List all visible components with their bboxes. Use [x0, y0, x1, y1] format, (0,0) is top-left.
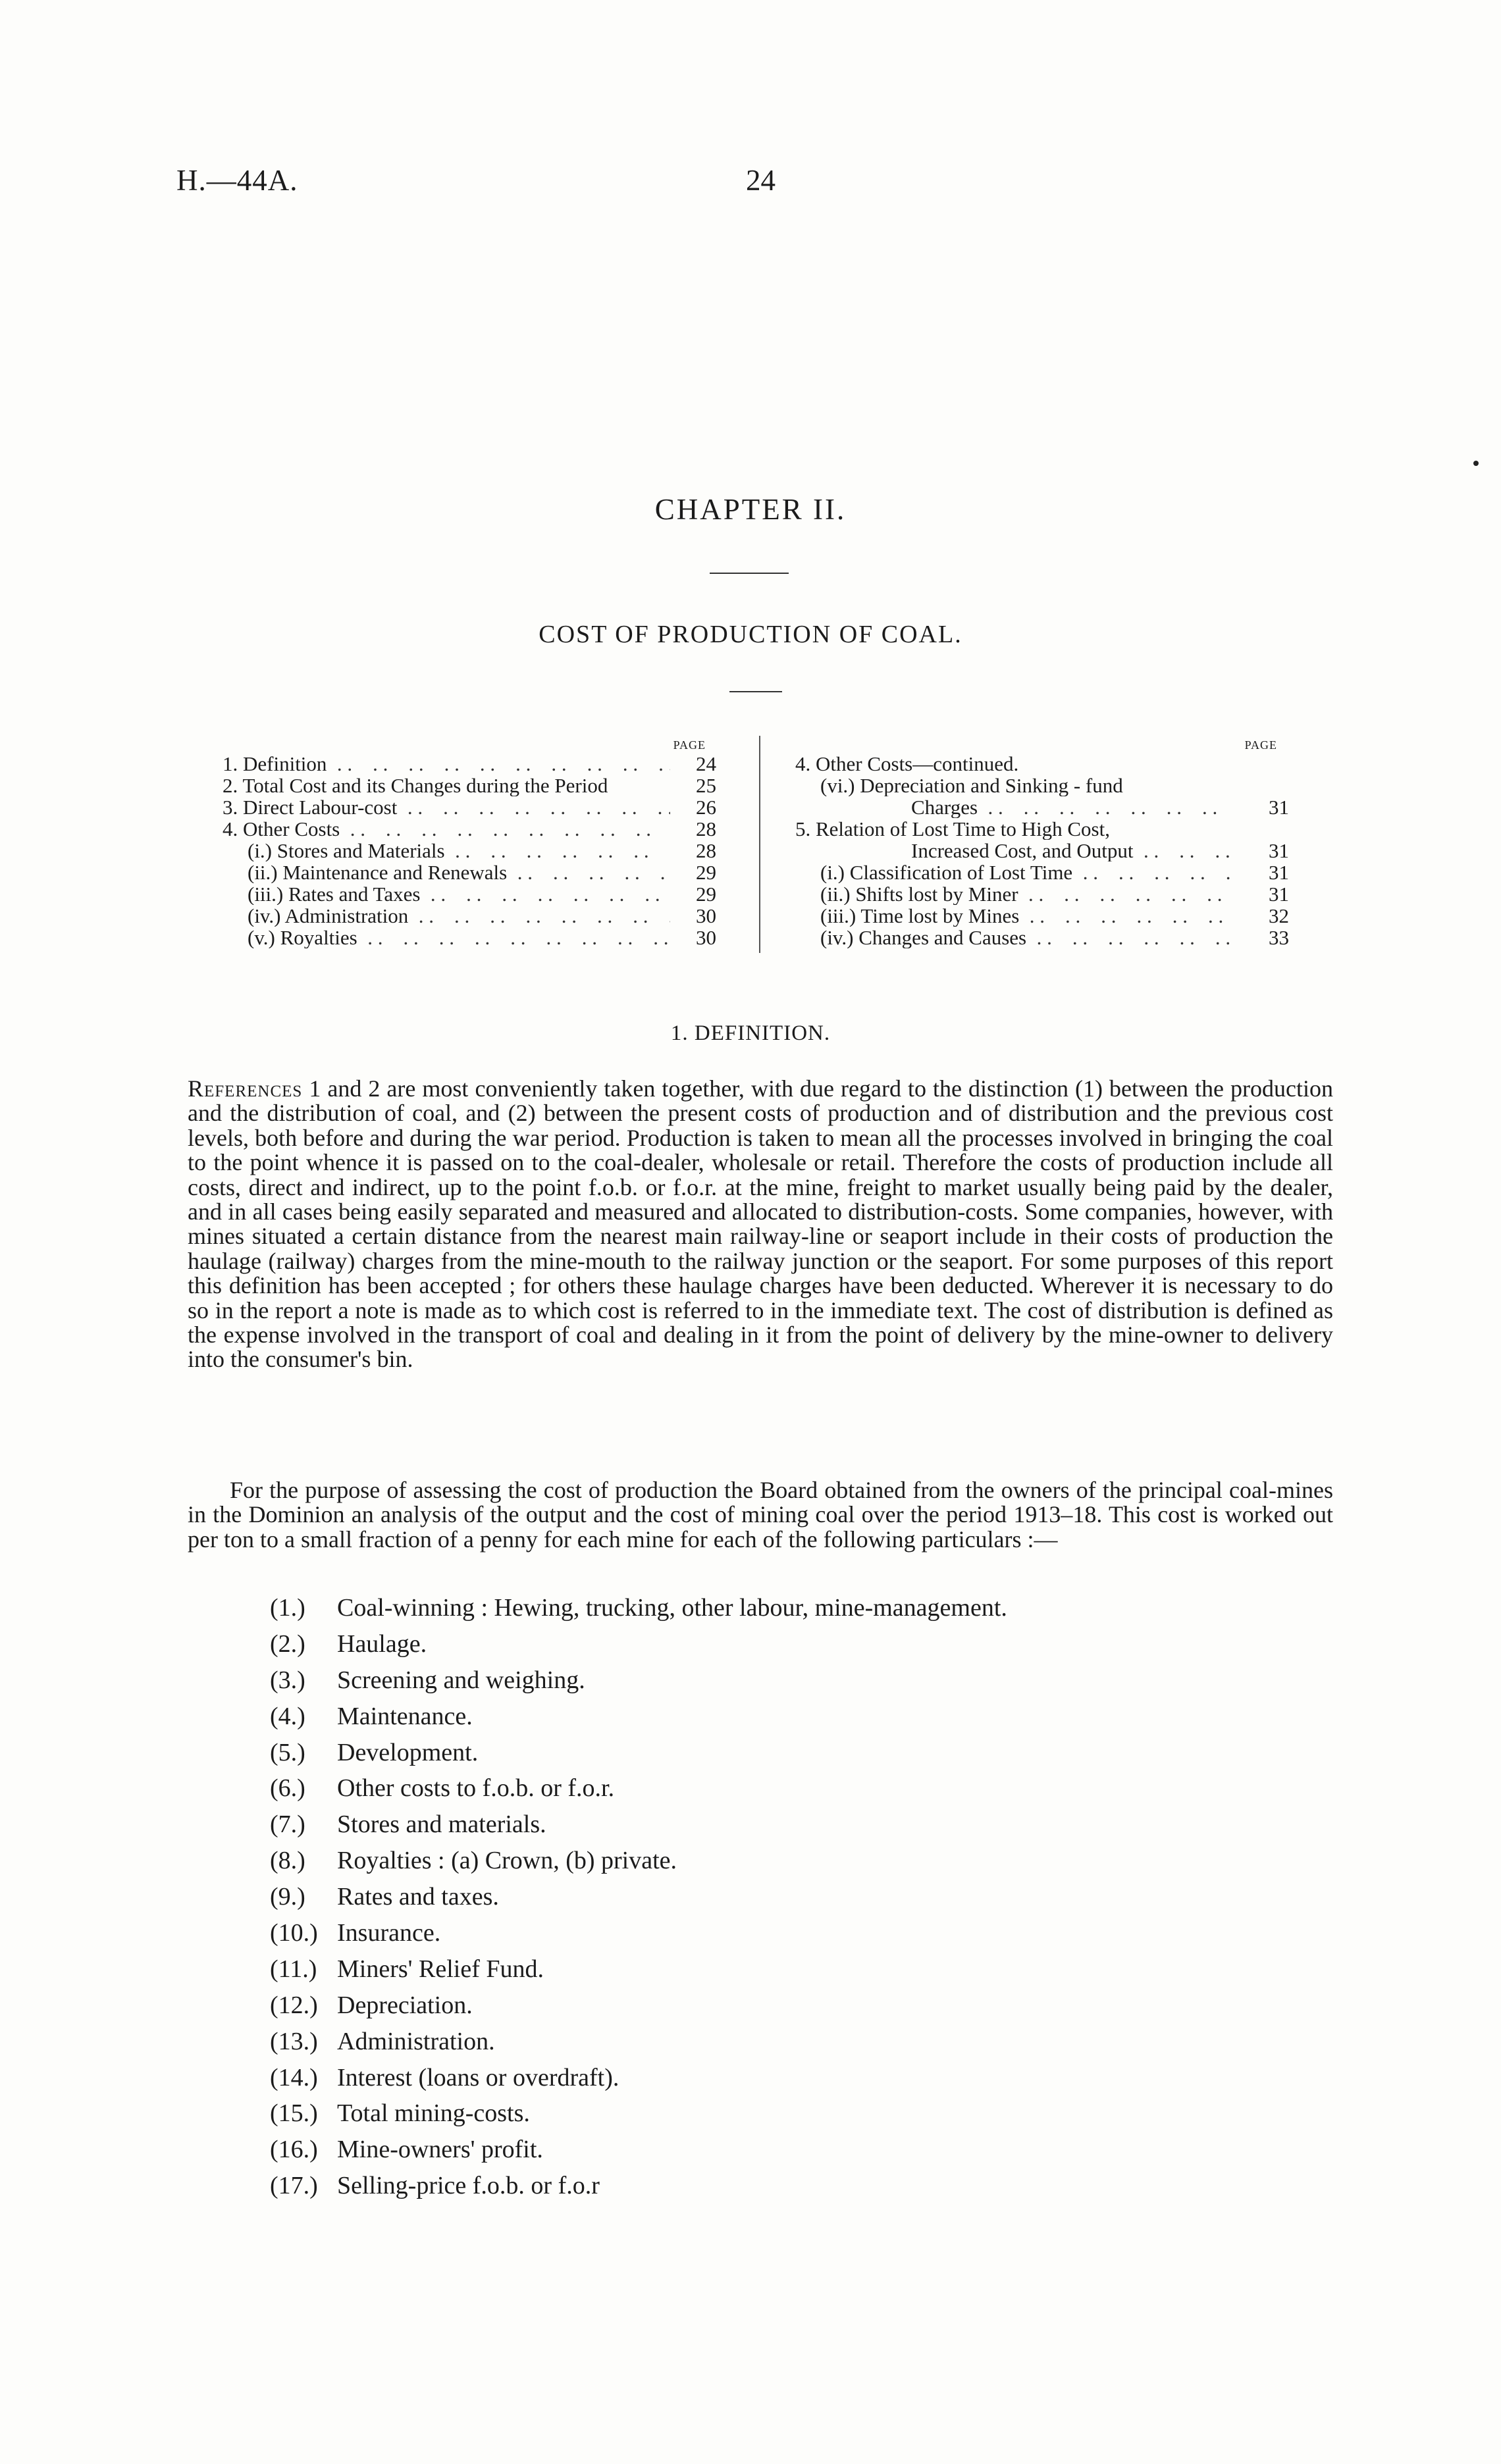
chapter-title: CHAPTER II. [654, 493, 847, 526]
contents-left-column [223, 738, 716, 948]
toc-entry: 4. Other Costs—continued. [795, 753, 1019, 775]
list-item: (1.) Coal-winning : Hewing, trucking, other labour, mine-management. [270, 1594, 1007, 1622]
toc-entry: (iii.) Time lost by Mines . . 32 [795, 905, 1289, 927]
page-column-heading: PAGE [673, 738, 706, 752]
list-item: (3.) Screening and weighing. [270, 1666, 585, 1694]
list-item: (17.) Selling-price f.o.b. or f.o.r [270, 2172, 600, 2200]
list-item: (11.) Miners' Relief Fund. [270, 1955, 544, 1983]
paragraph-text: 1 and 2 are most conveniently taken together, with due regard to the distinction (1) between the production and the distribution of coal, and (2) between the present costs of production and of distribution and the previous cost levels, both before and during the war period. Production is taken to mean all the processes involved in bringing the coal to the point whence it is passed on to the coal-dealer, wholesale or retail. Therefore the costs of production include all costs, direct and indirect, up to the point f.o.b. or f.o.r. at the mine, freight to market usually being paid by the dealer, and in all cases being easily separated and measured and allocated to distribution-costs. Some companies, however, with mines situated a certain distance from the nearest main railway-line or seaport include in their costs of production the haulage (railway) charges from the mine-mouth to the railway junction or the seaport. For some purposes of this report this definition has been accepted ; for others these haulage charges have been deducted. Wherever it is necessary to do so in the report a note is made as to which cost is referred to in the immediate text. The cost of distribution is defined as the expense involved in the transport of coal and dealing in it from the point of delivery by the mine-owner to delivery into the consumer's bin. [188, 1075, 1334, 1373]
toc-entry: (ii.) Shifts lost by Miner . . 31 [795, 883, 1289, 905]
toc-entry: 2. Total Cost and its Changes during the Period 25 [223, 774, 716, 797]
list-item: (4.) Maintenance. [270, 1702, 473, 1730]
title-divider [710, 573, 789, 574]
list-item: (8.) Royalties : (a) Crown, (b) private. [270, 1847, 677, 1875]
toc-entry: (iii.) Rates and Taxes . . 29 [223, 883, 716, 905]
contents-right-column [795, 738, 1289, 948]
page-number: 24 [746, 164, 776, 197]
definition-paragraph [188, 1077, 1333, 1372]
toc-entry: (i.) Classification of Lost Time . . 31 [795, 861, 1289, 883]
list-item: (15.) Total mining-costs. [270, 2099, 530, 2128]
toc-entry: (ii.) Maintenance and Renewals . . 29 [223, 861, 716, 883]
toc-entry: (i.) Stores and Materials . . 28 [223, 840, 716, 861]
toc-entry: (iv.) Changes and Causes . . 33 [795, 927, 1289, 948]
scan-speck [1473, 461, 1479, 466]
purpose-paragraph: For the purpose of assessing the cost of production the Board obtained from the owners of the principal coal-mines in the Dominion an analysis of the output and the cost of mining coal over the period 1913–18. This cost is worked out per ton to a small fraction of a penny for each mine for each of the following particulars :— [188, 1477, 1333, 1553]
list-item: (6.) Other costs to f.o.b. or f.o.r. [270, 1774, 615, 1803]
chapter-subtitle: COST OF PRODUCTION OF COAL. [539, 621, 962, 648]
contents-divider [759, 736, 760, 953]
list-item: (5.) Development. [270, 1738, 479, 1766]
particulars-list [270, 1590, 1257, 2204]
toc-entry: 3. Direct Labour-cost . . 26 [223, 796, 716, 818]
toc-entry: (v.) Royalties . . 30 [223, 927, 716, 948]
toc-entry: 4. Other Costs . . 28 [223, 818, 716, 840]
toc-entry: Charges . . 31 [795, 796, 1289, 818]
page-column-heading: PAGE [1244, 738, 1277, 752]
lead-word: References [188, 1075, 303, 1102]
toc-entry: (vi.) Depreciation and Sinking - fund [820, 775, 1123, 796]
list-item: (12.) Depreciation. [270, 1991, 473, 2019]
document-reference: H.—44A. [176, 164, 298, 197]
toc-entry: Increased Cost, and Output . . 31 [795, 840, 1289, 861]
toc-entry: 5. Relation of Lost Time to High Cost, [795, 818, 1110, 840]
list-item: (9.) Rates and taxes. [270, 1883, 499, 1911]
list-item: (14.) Interest (loans or overdraft). [270, 2063, 619, 2092]
list-item: (2.) Haulage. [270, 1630, 427, 1658]
toc-entry: 1. Definition . . 24 [223, 753, 716, 775]
toc-entry: (iv.) Administration . . 30 [223, 905, 716, 927]
list-item: (7.) Stores and materials. [270, 1810, 546, 1839]
subtitle-divider [729, 691, 782, 692]
list-item: (10.) Insurance. [270, 1919, 441, 1947]
list-item: (13.) Administration. [270, 2027, 495, 2055]
section-heading: 1. DEFINITION. [670, 1021, 831, 1045]
list-item: (16.) Mine-owners' profit. [270, 2136, 543, 2164]
